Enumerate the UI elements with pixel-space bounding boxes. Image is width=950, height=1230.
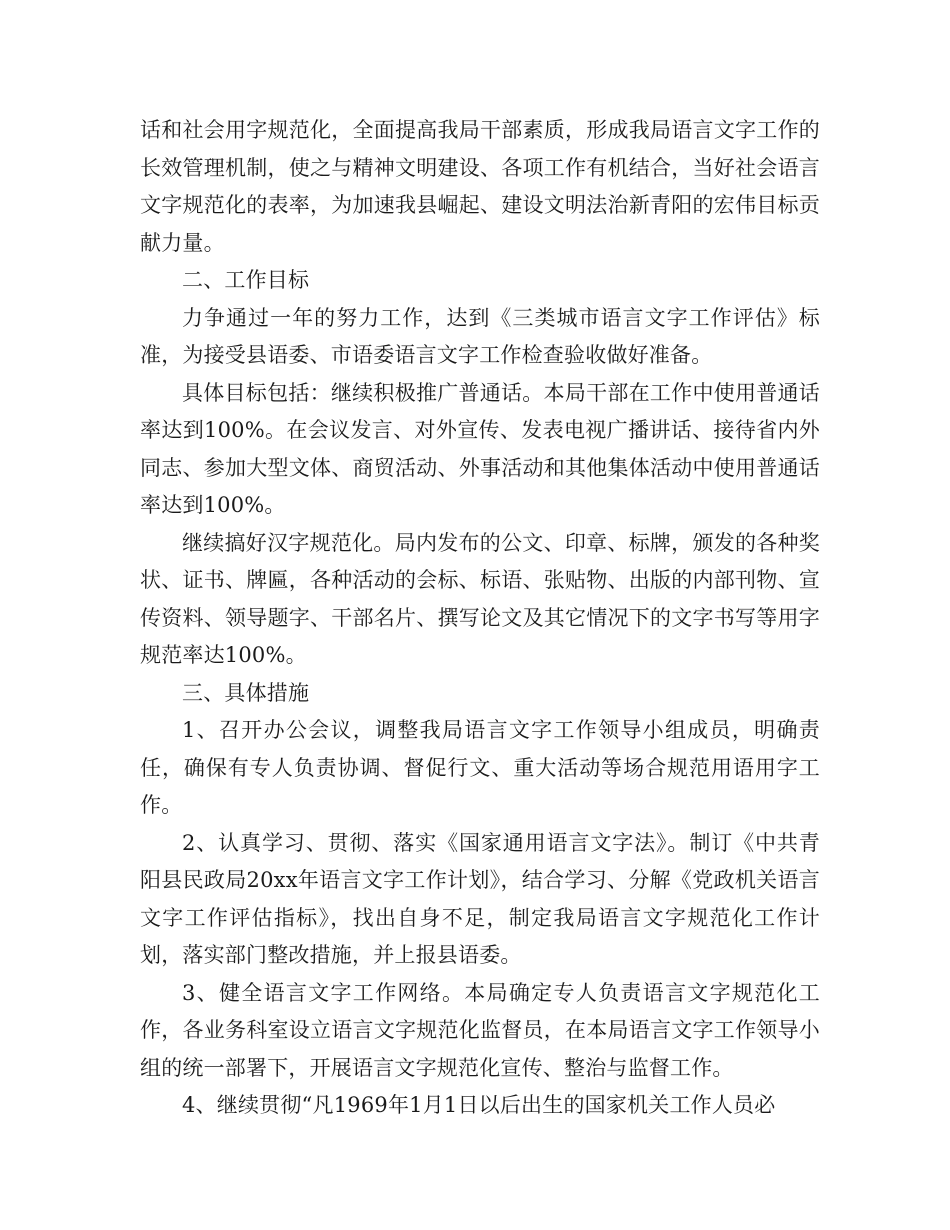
paragraph-intro-continued: 话和社会用字规范化，全面提高我局干部素质，形成我局语言文字工作的长效管理机制，使之与精神文明建设、各项工作有机结合，当好社会语言文字规范化的表率，为加速我县崛起、建设文明法治新青阳的宏伟目标贡献力量。: [140, 118, 820, 255]
paragraph-measure-1: 1、召开办公会议，调整我局语言文字工作领导小组成员，明确责任，确保有专人负责协调、督促行文、重大活动等场合规范用语用字工作。: [140, 718, 820, 817]
paragraph-measure-3: 3、健全语言文字工作网络。本局确定专人负责语言文字规范化工作，各业务科室设立语言文字规范化监督员，在本局语言文字工作领导小组的统一部署下，开展语言文字规范化宣传、整治与监督工作。: [140, 980, 820, 1080]
section-heading-measures: 三、具体措施: [182, 680, 310, 705]
paragraph-measure-2: 2、认真学习、贯彻、落实《国家通用语言文字法》。制订《中共青阳县民政局20xx年语言文字工作计划》，结合学习、分解《党政机关语言文字工作评估指标》，找出自身不足，制定我局语言文字规范化工作计划，落实部门整改措施，并上报县语委。: [140, 830, 820, 967]
paragraph-measure-4: 4、继续贯彻“凡1969年1月1日以后出生的国家机关工作人员必: [182, 1093, 776, 1117]
paragraph-specific-goals-mandarin: 具体目标包括：继续积极推广普通话。本局干部在工作中使用普通话率达到100%。在会议发言、对外宣传、发表电视广播讲话、接待省内外同志、参加大型文体、商贸活动、外事活动和其他集体活动中使用普通话率达到100%。: [140, 380, 820, 517]
paragraph-goal-statement: 力争通过一年的努力工作，达到《三类城市语言文字工作评估》标准，为接受县语委、市语委语言文字工作检查验收做好准备。: [140, 305, 820, 367]
section-heading-work-goals: 二、工作目标: [182, 268, 310, 292]
paragraph-specific-goals-characters: 继续搞好汉字规范化。局内发布的公文、印章、标牌，颁发的各种奖状、证书、牌匾，各种活动的会标、标语、张贴物、出版的内部刊物、宣传资料、领导题字、干部名片、撰写论文及其它情况下的文字书写等用字规范率达100%。: [140, 530, 820, 667]
document-body: [140, 112, 820, 1125]
